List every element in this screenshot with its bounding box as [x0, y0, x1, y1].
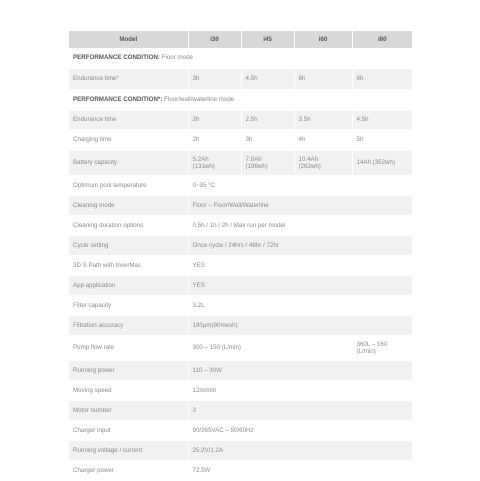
section-title: PERFORMANCE CONDITION:	[73, 54, 160, 62]
section-subtitle: Floor/wall/waterline mode	[162, 96, 235, 104]
cell-line: 7.8Ah	[245, 155, 262, 163]
cell-value: 0.5h / 1h / 2h / Max run per model	[188, 216, 412, 236]
section-label	[69, 48, 412, 69]
cell-value: Floor – Floor/Wall/Waterline	[188, 196, 412, 216]
header-model: Model	[69, 31, 188, 48]
table-row	[69, 441, 412, 461]
row-label: Running power	[69, 361, 188, 381]
row-label: Filter capacity	[69, 296, 188, 316]
table-row	[69, 461, 412, 481]
header-i30: i30	[188, 31, 241, 48]
spec-table	[69, 31, 412, 481]
cell-i30	[188, 151, 241, 176]
cell-i80: 14Ah (352wh)	[352, 151, 412, 176]
table-row	[69, 69, 412, 90]
row-label: App application	[69, 276, 188, 296]
row-label: Moving speed	[69, 381, 188, 401]
cell-value: 25.2V/1.2A	[188, 441, 412, 461]
cell-i30: 2h	[188, 130, 241, 151]
cell-line: 360L – 160	[356, 340, 388, 348]
table-row	[69, 276, 412, 296]
table-row	[69, 381, 412, 401]
cell-i45: 4.5h	[241, 69, 294, 90]
cell-i60: 6h	[294, 69, 352, 90]
header-i80: i80	[352, 31, 412, 48]
cell-i80	[352, 336, 412, 361]
cell-value: 300 – 150 (L/min)	[188, 336, 352, 361]
table-row	[69, 296, 412, 316]
section-title: PERFORMANCE CONDITION*:	[73, 96, 163, 104]
cell-value: 180μm(80mesh)	[188, 316, 412, 336]
cell-i60	[294, 151, 352, 176]
row-label: Cycle setting	[69, 236, 188, 256]
cell-i45: 2.5h	[241, 111, 294, 130]
cell-line: (L/min)	[356, 348, 376, 355]
cell-value: 3	[188, 401, 412, 421]
row-label: Cleaning mode	[69, 196, 188, 216]
cell-line: 10.4Ah	[298, 155, 319, 163]
row-label: Motor number	[69, 401, 188, 421]
section-row-all-mode	[69, 90, 412, 111]
row-label: Charger power	[69, 461, 188, 481]
cell-value: 3.2L	[188, 296, 412, 316]
cell-i45	[241, 151, 294, 176]
table-row	[69, 236, 412, 256]
row-label: Pump flow rate	[69, 336, 188, 361]
header-i45: i45	[241, 31, 294, 48]
table-row	[69, 151, 412, 176]
table-row	[69, 316, 412, 336]
cell-line: (262wh)	[298, 163, 321, 170]
cell-value: YES	[188, 256, 412, 276]
section-label	[69, 90, 412, 111]
cell-i60: 3.5h	[294, 111, 352, 130]
spec-table-container	[69, 31, 412, 481]
cell-i30: 3h	[188, 69, 241, 90]
table-row	[69, 256, 412, 276]
cell-value: 110 – 30W	[188, 361, 412, 381]
table-row	[69, 111, 412, 130]
header-row	[69, 31, 412, 48]
cell-value: Once cycle / 24hrs / 48hr / 72hr	[188, 236, 412, 256]
table-row	[69, 130, 412, 151]
table-row	[69, 361, 412, 381]
row-label: Charging time	[69, 130, 188, 151]
row-label: Endurance time	[69, 111, 188, 130]
table-row	[69, 216, 412, 236]
row-label: Running voltage / current	[69, 441, 188, 461]
row-label: 3D S Path with InverMac	[69, 256, 188, 276]
row-label: Optimum pool temperature	[69, 176, 188, 196]
cell-i60: 4h	[294, 130, 352, 151]
cell-value: 72.5W	[188, 461, 412, 481]
row-label: Battery capacity	[69, 151, 188, 176]
cell-value: 90/265VAC – 50/60Hz	[188, 421, 412, 441]
cell-value: 0~35 °C	[188, 176, 412, 196]
row-label: Cleaning duration options	[69, 216, 188, 236]
table-row	[69, 336, 412, 361]
section-subtitle: Floor mode	[159, 54, 193, 62]
table-row	[69, 196, 412, 216]
cell-line: (196wh)	[245, 163, 268, 170]
cell-i30: 2h	[188, 111, 241, 130]
header-i60: i60	[294, 31, 352, 48]
row-label: Endurance time*	[69, 69, 188, 90]
cell-i80: 4.5h	[352, 111, 412, 130]
cell-i80: 5h	[352, 130, 412, 151]
cell-line: 5.2Ah	[192, 155, 209, 163]
row-label: Charger input	[69, 421, 188, 441]
cell-value: 12m/min	[188, 381, 412, 401]
table-row	[69, 176, 412, 196]
cell-i45: 3h	[241, 130, 294, 151]
row-label: Filtration accuracy	[69, 316, 188, 336]
cell-i80: 8h	[352, 69, 412, 90]
section-row-floor-mode	[69, 48, 412, 69]
cell-value: YES	[188, 276, 412, 296]
table-row	[69, 421, 412, 441]
table-row	[69, 401, 412, 421]
cell-line: (131wh)	[192, 163, 215, 170]
